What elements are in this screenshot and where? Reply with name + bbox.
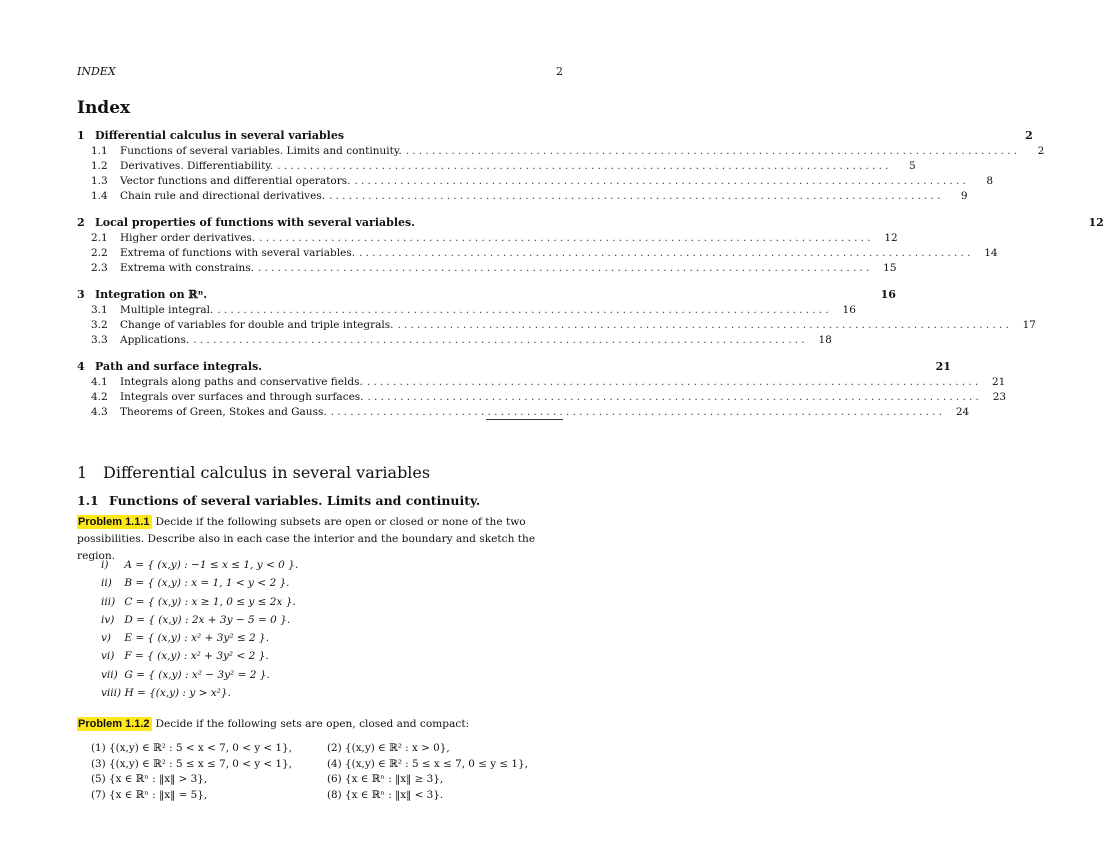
list-item: viii) H = {(x,y) : y > x²}. (101, 687, 231, 700)
problem-set-grid (91, 741, 563, 803)
list-item: (5) {x ∈ ℝⁿ : ‖x‖ > 3}, (91, 773, 208, 785)
list-item: i) A = { (x,y) : −1 ≤ x ≤ 1, y < 0 }. (101, 559, 299, 571)
list-item: (6) {x ∈ ℝⁿ : ‖x‖ ≥ 3}, (327, 773, 444, 785)
toc-entry-1-3[interactable]: 1.3 Vector functions and differential operators. .............................................................................................. 8 (91, 175, 994, 187)
toc-entry-4-2[interactable]: 4.2 Integrals over surfaces and through surfaces. .............................................................................................. 23 (91, 391, 1007, 403)
list-item: (3) {(x,y) ∈ ℝ² : 5 ≤ x ≤ 7, 0 < y < 1}, (91, 757, 292, 770)
problem-item-list (101, 556, 298, 702)
subsection-heading: 1.1 Functions of several variables. Limits and continuity. (77, 493, 481, 508)
toc-entry-3-3[interactable]: 3.3 Applications. .............................................................................................. 18 (91, 334, 832, 346)
toc-entry-4[interactable]: 4 Path and surface integrals. 21 (77, 360, 951, 373)
list-item: (8) {x ∈ ℝⁿ : ‖x‖ < 3}. (327, 788, 444, 801)
list-item: iii) C = { (x,y) : x ≥ 1, 0 ≤ y ≤ 2x }. (101, 595, 296, 608)
problem-label-highlight: Problem 1.1.1 (78, 516, 150, 528)
toc-entry-2[interactable]: 2 Local properties of functions with several variables. 12 (77, 216, 1104, 229)
list-item: v) E = { (x,y) : x² + 3y² ≤ 2 }. (101, 632, 270, 645)
problem-text: Decide if the following subsets are open or closed or none of the two possibilities. Describe also in each case the interior and the boundary and sketch the region. (77, 516, 536, 562)
list-item: vi) F = { (x,y) : x² + 3y² < 2 }. (101, 650, 269, 663)
list-item: (2) {(x,y) ∈ ℝ² : x > 0}, (327, 742, 450, 754)
toc-entry-1[interactable]: 1 Differential calculus in several variables 2 (77, 129, 1033, 142)
toc-entry-2-3[interactable]: 2.3 Extrema with constrains. .............................................................................................. 15 (91, 262, 897, 274)
page-number: 2 (556, 65, 563, 78)
toc-section (77, 127, 1045, 204)
list-item: iv) D = { (x,y) : 2x + 3y − 5 = 0 }. (101, 613, 291, 626)
list-item: (4) {(x,y) ∈ ℝ² : 5 ≤ x ≤ 7, 0 ≤ y ≤ 1}, (327, 757, 528, 770)
toc-entry-3-2[interactable]: 3.2 Change of variables for double and triple integrals. .............................................................................................. 17 (91, 319, 1036, 331)
toc-entry-2-2[interactable]: 2.2 Extrema of functions with several variables. .............................................................................................. 14 (91, 247, 998, 259)
index-heading: Index (77, 98, 131, 118)
toc-section (77, 286, 1036, 348)
toc-section (77, 358, 1007, 420)
toc-entry-4-1[interactable]: 4.1 Integrals along paths and conservative fields. .............................................................................................. 21 (91, 376, 1006, 388)
divider-rule (486, 419, 563, 420)
problem-statement (77, 716, 563, 733)
toc-entry-2-1[interactable]: 2.1 Higher order derivatives. .............................................................................................. 12 (91, 232, 898, 244)
toc-entry-4-3[interactable]: 4.3 Theorems of Green, Stokes and Gauss. .............................................................................................. 24 (91, 406, 970, 418)
running-header (77, 65, 563, 79)
list-item: (7) {x ∈ ℝⁿ : ‖x‖ = 5}, (91, 788, 208, 801)
list-item: vii) G = { (x,y) : x² − 3y² = 2 }. (101, 668, 270, 681)
section-heading: 1 Differential calculus in several variables (77, 463, 431, 482)
list-item: ii) B = { (x,y) : x = 1, 1 < y < 2 }. (101, 577, 290, 590)
toc-section (77, 214, 1104, 276)
toc-entry-3-1[interactable]: 3.1 Multiple integral. .............................................................................................. 16 (91, 304, 856, 316)
header-title: INDEX (77, 65, 116, 78)
problem-text: Decide if the following sets are open, closed and compact: (155, 718, 470, 730)
list-item: (1) {(x,y) ∈ ℝ² : 5 < x < 7, 0 < y < 1}, (91, 742, 292, 754)
toc-entry-1-4[interactable]: 1.4 Chain rule and directional derivatives. .............................................................................................. 9 (91, 190, 968, 202)
toc-entry-1-1[interactable]: 1.1 Functions of several variables. Limits and continuity. .............................................................................................. 2 (91, 145, 1045, 157)
problem-label-highlight: Problem 1.1.2 (78, 718, 150, 730)
toc-entry-3[interactable]: 3 Integration on ℝⁿ. 16 (77, 288, 896, 301)
toc-entry-1-2[interactable]: 1.2 Derivatives. Differentiability. .............................................................................................. 5 (91, 160, 916, 172)
table-of-contents (77, 127, 1104, 430)
